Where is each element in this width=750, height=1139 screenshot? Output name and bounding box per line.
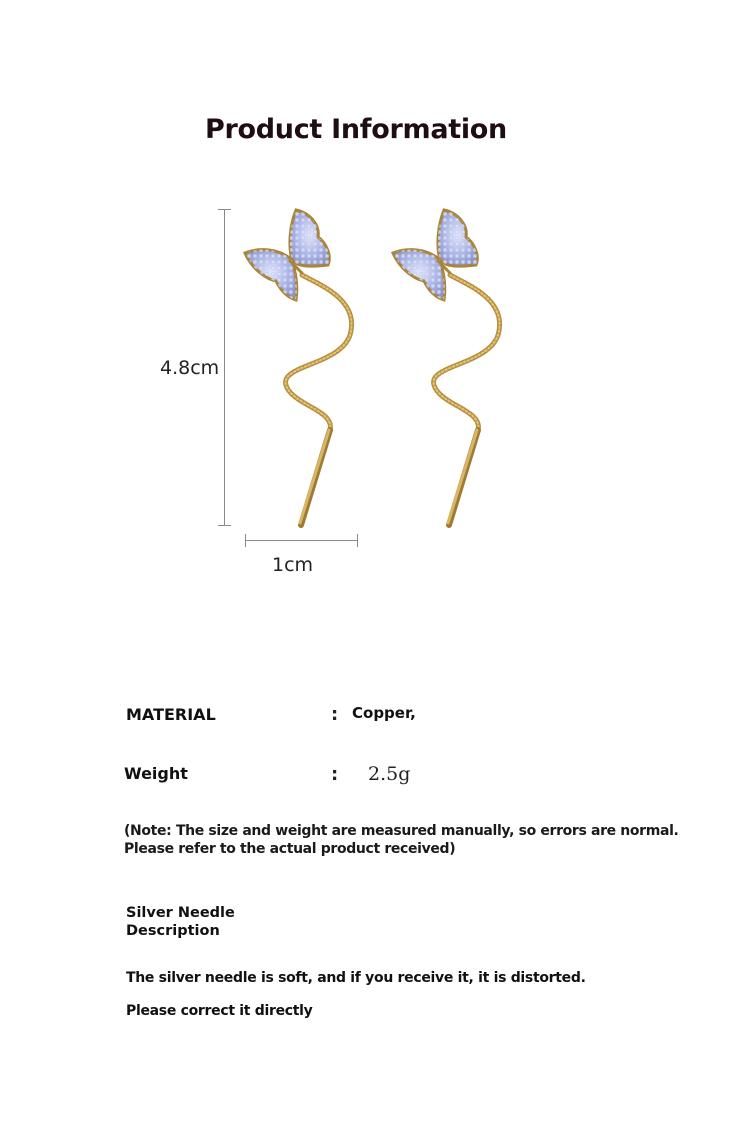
silver-needle-heading-line1: Silver Needle [126, 905, 235, 921]
measurement-note: (Note: The size and weight are measured manually, so errors are normal. Please refer to the actual product received) [124, 823, 679, 857]
width-label: 1cm [272, 554, 314, 576]
spec-separator: : [331, 764, 339, 785]
butterfly-earring-right [388, 205, 513, 530]
width-dimension-tick-left [245, 534, 246, 547]
spec-separator: : [331, 704, 339, 725]
height-dimension-line [224, 209, 225, 525]
silver-needle-text-1: The silver needle is soft, and if you receive it, it is distorted. [126, 970, 586, 986]
height-label: 4.8cm [160, 357, 220, 379]
spec-value: Copper, [352, 704, 416, 722]
width-dimension-tick-right [357, 534, 358, 547]
spec-label: MATERIAL [126, 705, 216, 724]
spec-label: Weight [124, 764, 188, 783]
page-title: Product Information [205, 114, 507, 145]
silver-needle-text-2: Please correct it directly [126, 1003, 313, 1019]
width-dimension-line [245, 540, 358, 541]
height-dimension-tick-bottom [218, 525, 231, 526]
silver-needle-heading-line2: Description [126, 923, 220, 939]
height-dimension-tick-top [218, 209, 231, 210]
spec-value: 2.5g [368, 763, 411, 785]
butterfly-earring-left [240, 205, 365, 530]
silver-needle-heading [126, 904, 235, 940]
